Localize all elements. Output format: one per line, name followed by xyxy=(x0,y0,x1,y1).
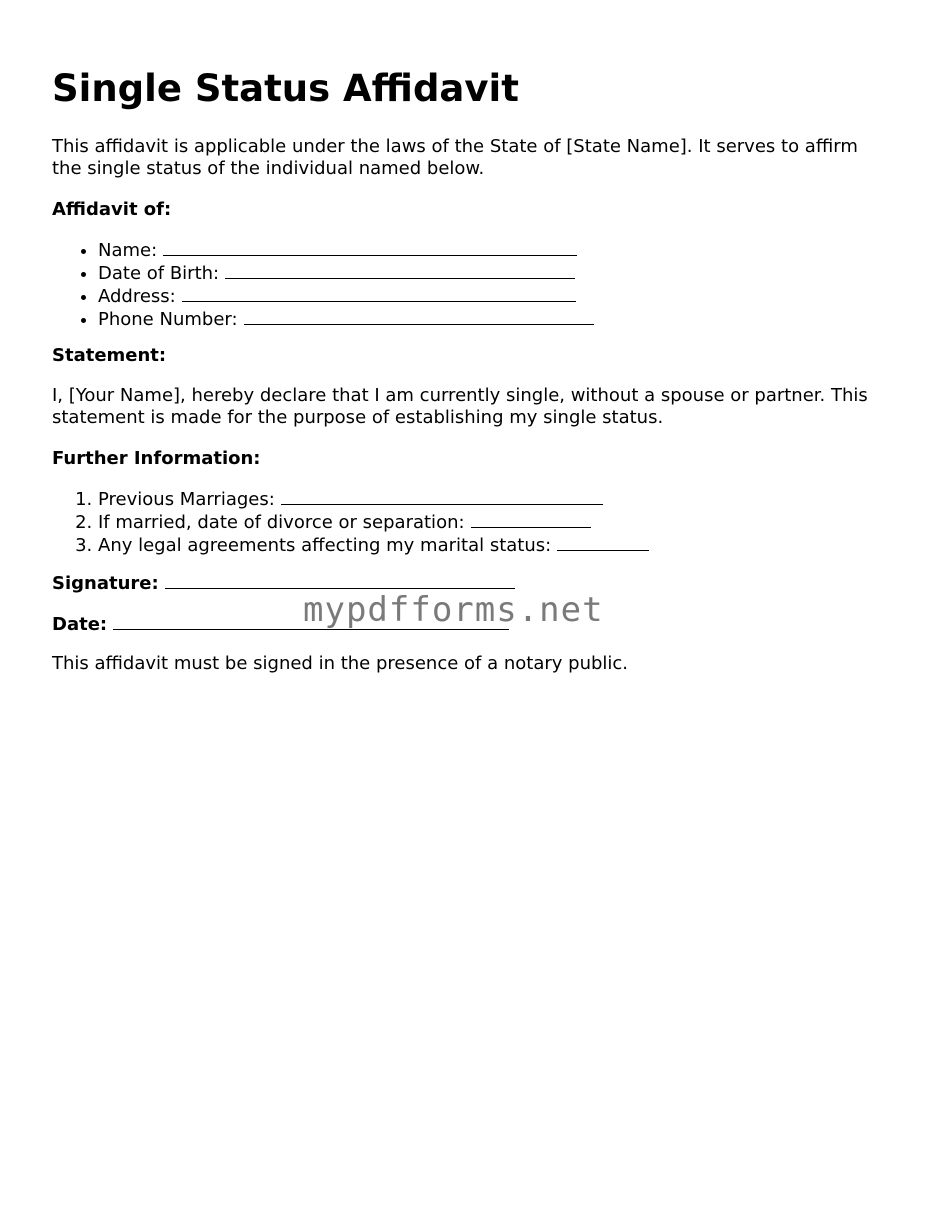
list-item xyxy=(98,239,594,262)
list-item xyxy=(98,488,649,511)
list-item xyxy=(98,534,649,557)
divorce-date-field[interactable] xyxy=(471,511,591,528)
date-of-birth-label: Date of Birth: xyxy=(98,263,220,284)
signature-label: Signature: xyxy=(52,573,159,594)
statement-line-2: statement is made for the purpose of establishing my single status. xyxy=(52,407,664,428)
watermark: mypdfforms.net xyxy=(303,590,604,630)
phone-number-label: Phone Number: xyxy=(98,309,238,330)
date-label: Date: xyxy=(52,614,108,635)
legal-agreements-label: Any legal agreements affecting my marital status: xyxy=(98,535,552,556)
affidavit-fields-list xyxy=(52,239,594,331)
list-item xyxy=(98,285,594,308)
intro-line-1: This affidavit is applicable under the laws of the State of [State Name]. It serves to affirm xyxy=(52,136,858,157)
intro-paragraph xyxy=(52,136,858,180)
further-information-heading: Further Information: xyxy=(52,448,261,469)
phone-number-field[interactable] xyxy=(244,308,594,325)
name-label: Name: xyxy=(98,240,158,261)
divorce-date-label: If married, date of divorce or separation: xyxy=(98,512,465,533)
statement-line-1: I, [Your Name], hereby declare that I am currently single, without a spouse or partner. This xyxy=(52,385,868,406)
statement-heading: Statement: xyxy=(52,345,167,366)
date-of-birth-field[interactable] xyxy=(225,262,575,279)
signature-field[interactable] xyxy=(165,572,515,589)
address-label: Address: xyxy=(98,286,176,307)
legal-agreements-field[interactable] xyxy=(557,534,649,551)
list-item xyxy=(98,511,649,534)
name-field[interactable] xyxy=(163,239,577,256)
document-title: Single Status Affidavit xyxy=(52,67,519,110)
further-information-list xyxy=(52,488,649,557)
previous-marriages-label: Previous Marriages: xyxy=(98,489,275,510)
affidavit-heading: Affidavit of: xyxy=(52,199,172,220)
list-item xyxy=(98,308,594,331)
address-field[interactable] xyxy=(182,285,576,302)
intro-line-2: the single status of the individual named below. xyxy=(52,158,485,179)
statement-paragraph xyxy=(52,385,868,429)
previous-marriages-field[interactable] xyxy=(281,488,603,505)
list-item xyxy=(98,262,594,285)
closing-note: This affidavit must be signed in the presence of a notary public. xyxy=(52,653,629,674)
